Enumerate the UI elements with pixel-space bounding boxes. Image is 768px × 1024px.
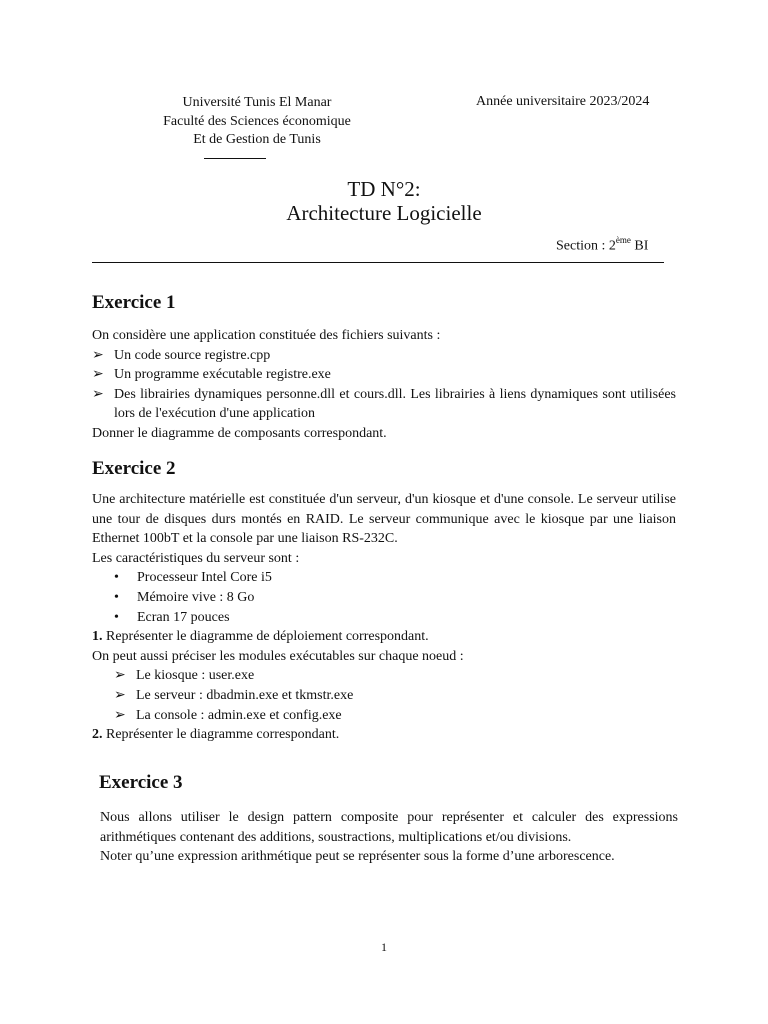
question-2: 2. Représenter le diagramme correspondant. xyxy=(92,727,340,743)
arrow-bullet-icon: ➢ xyxy=(114,687,126,703)
faculty-city: Et de Gestion de Tunis xyxy=(193,132,321,147)
list-item: • Processeur Intel Core i5 xyxy=(92,568,676,588)
section-number: 2 xyxy=(608,238,616,254)
dot-bullet-icon: • xyxy=(114,570,119,586)
exercise-2-heading: Exercice 2 xyxy=(92,458,176,479)
header-divider xyxy=(92,262,664,263)
page-number: 1 xyxy=(381,940,387,954)
university-header xyxy=(100,94,414,150)
academic-year: Année universitaire 2023/2024 xyxy=(476,94,650,109)
doc-title: TD N°2: xyxy=(347,177,421,201)
exercise-1-heading: Exercice 1 xyxy=(92,292,176,313)
doc-subtitle: Architecture Logicielle xyxy=(286,201,482,225)
list-item: ➢ La console : admin.exe et config.exe xyxy=(114,706,676,726)
list-item: • Mémoire vive : 8 Go xyxy=(92,588,676,608)
exercise-2-heading-wrap xyxy=(92,458,176,480)
list-item: ➢ Le serveur : dbadmin.exe et tkmstr.exe xyxy=(114,686,676,706)
exercise-3-body xyxy=(100,808,678,867)
list-item: ➢ Des librairies dynamiques personne.dll et cours.dll. Les librairies à liens dynamiques sont utilisées lors de l'exécution d'une application xyxy=(92,386,676,422)
dot-bullet-icon: • xyxy=(114,589,119,605)
exercise-1-intro: On considère une application constituée des fichiers suivants : xyxy=(92,328,441,343)
header-underline xyxy=(204,158,266,159)
exercise-3-heading: Exercice 3 xyxy=(99,772,183,793)
question-1: 1. Représenter le diagramme de déploiement correspondant. xyxy=(92,629,429,645)
section-superscript: ème xyxy=(615,235,631,245)
exercise-1-task: Donner le diagramme de composants correspondant. xyxy=(92,425,387,441)
exercise-1-heading-wrap xyxy=(92,292,176,314)
list-item: • Ecran 17 pouces xyxy=(92,608,676,628)
section-prefix: Section : xyxy=(556,238,606,254)
modules-intro: On peut aussi préciser les modules exécutables sur chaque noeud : xyxy=(92,648,464,664)
university-name: Université Tunis El Manar xyxy=(182,95,332,110)
faculty-name: Faculté des Sciences économique xyxy=(163,113,351,129)
question-1-number: 1. xyxy=(92,629,103,645)
exercise-3-paragraph-2: Noter qu’une expression arithmétique peut se représenter sous la forme d’une arborescence. xyxy=(100,849,615,865)
list-item: ➢ Un code source registre.cpp xyxy=(92,346,676,366)
arrow-bullet-icon: ➢ xyxy=(92,386,104,402)
dot-bullet-icon: • xyxy=(114,609,119,625)
arrow-bullet-icon: ➢ xyxy=(114,707,126,723)
list-item: ➢ Un programme exécutable registre.exe xyxy=(92,365,676,385)
exercise-1-body xyxy=(92,326,676,444)
arrow-bullet-icon: ➢ xyxy=(92,367,104,383)
exercise-3-heading-wrap xyxy=(99,772,183,794)
list-item: ➢ Le kiosque : user.exe xyxy=(114,666,676,686)
section-label xyxy=(556,236,648,255)
server-specs-intro: Les caractéristiques du serveur sont : xyxy=(92,550,300,566)
exercise-3-paragraph-1: Nous allons utiliser le design pattern composite pour représenter et calculer des expressions arithmétiques contenant des additions, soustractions, multiplications et/ou divisions. xyxy=(100,810,678,845)
exercise-2-body xyxy=(92,490,676,745)
section-name: BI xyxy=(634,238,649,254)
arrow-bullet-icon: ➢ xyxy=(92,347,104,363)
arrow-bullet-icon: ➢ xyxy=(114,668,126,684)
exercise-2-paragraph: Une architecture matérielle est constituée d'un serveur, d'un kiosque et d'une console. Le serveur utilise une tour de disques durs montés en RAID. Le serveur communique avec le kiosque par une liaison Ethernet 100bT et la console par une liaison RS-232C. xyxy=(92,492,676,547)
question-2-number: 2. xyxy=(92,727,103,743)
